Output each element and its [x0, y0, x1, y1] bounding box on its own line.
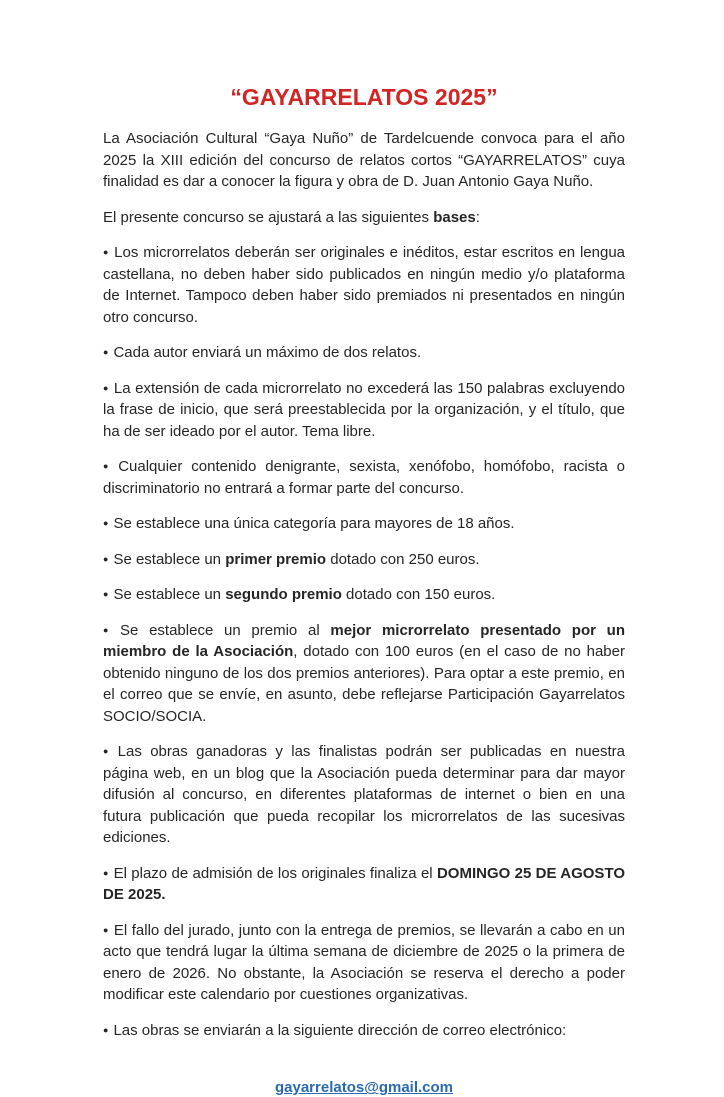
text-segment: Las obras se enviarán a la siguiente dirección de correo electrónico:	[113, 1021, 567, 1039]
text-segment: mejor microrrelato presentado por un miembro de la Asociación	[103, 621, 626, 661]
text-segment: Las obras ganadoras y las finalistas podrán ser publicadas en nuestra página web, en un blog que la Asociación pueda determinar para dar mayor difusión al concurso, en diferentes plataformas de internet o bien en una futura publicación que pueda recopilar los microrrelatos de las sucesivas ediciones.	[103, 743, 626, 847]
bullet-icon: ●	[103, 347, 109, 358]
text-segment: Cada autor enviará un máximo de dos relatos.	[113, 344, 422, 362]
text-segment: DOMINGO 25 DE AGOSTO DE 2025.	[103, 864, 625, 904]
paragraph	[103, 207, 625, 229]
bullet-icon: ●	[103, 247, 110, 258]
bullet-icon: ●	[103, 382, 109, 393]
bullet-paragraph	[103, 920, 625, 1006]
text-segment: Se establece un	[113, 586, 226, 604]
bullet-icon: ●	[103, 553, 109, 564]
bullet-icon: ●	[103, 746, 113, 757]
bullet-paragraph	[103, 456, 625, 499]
bullet-paragraph	[103, 342, 625, 364]
text-segment: primer premio	[225, 550, 327, 568]
text-segment: bases	[433, 208, 476, 226]
text-segment: Se establece un premio al	[120, 621, 331, 639]
text-segment: La Asociación Cultural “Gaya Nuño” de Tardelcuende convoca para el año 2025 la XIII edición del concurso de relatos cortos “GAYARRELATOS” cuya finalidad es dar a conocer la figura y obra de D. Juan Antonio Gaya Nuño.	[103, 130, 625, 191]
text-segment: segundo premio	[225, 586, 342, 604]
document-title: “GAYARRELATOS 2025”	[230, 84, 498, 110]
text-segment: Se establece un	[113, 550, 226, 568]
text-segment: , dotado con 100 euros (en el caso de no haber obtenido ninguno de los dos premios anteriores). Para optar a este premio, en el correo que se envíe, en asunto, debe reflejarse Participación Gayarrelatos SOCIO/SOCIA.	[103, 643, 625, 725]
bullet-paragraph	[103, 741, 625, 849]
text-segment: :	[475, 208, 480, 226]
text-segment: Se establece una única categoría para mayores de 18 años.	[113, 515, 515, 533]
email-row	[103, 1079, 625, 1097]
bullet-paragraph	[103, 863, 625, 906]
bullet-paragraph	[103, 584, 625, 606]
text-segment: Cualquier contenido denigrante, sexista, xenófobo, homófobo, racista o discriminatorio no entrará a formar parte del concurso.	[103, 458, 626, 497]
text-segment: El fallo del jurado, junto con la entrega de premios, se llevarán a cabo en un acto que tendrá lugar la última semana de diciembre de 2025 o la primera de enero de 2026. No obstante, la Asociación se reserva el derecho a poder modificar este calendario por cuestiones organizativas.	[103, 921, 625, 1004]
bullet-icon: ●	[103, 924, 109, 935]
bullet-paragraph	[103, 242, 625, 328]
document-body	[103, 128, 625, 1041]
bullet-icon: ●	[103, 461, 114, 472]
bullet-icon: ●	[103, 589, 109, 600]
bullet-icon: ●	[103, 1024, 109, 1035]
bullet-icon: ●	[103, 624, 115, 635]
text-segment: El plazo de admisión de los originales finaliza el	[113, 864, 437, 882]
email-link[interactable]: gayarrelatos@gmail.com	[274, 1079, 454, 1097]
text-segment: dotado con 250 euros.	[326, 550, 480, 568]
bullet-paragraph	[103, 620, 625, 728]
text-segment: Los microrrelatos deberán ser originales e inéditos, estar escritos en lengua castellana, no deben haber sido publicados en ningún medio y/o plataforma de Internet. Tampoco deben haber sido premiados ni presentados en ningún otro concurso.	[103, 244, 626, 326]
bullet-paragraph	[103, 549, 625, 571]
bullet-paragraph	[103, 513, 625, 535]
bullet-paragraph	[103, 378, 625, 443]
bullet-icon: ●	[103, 867, 109, 878]
text-segment: El presente concurso se ajustará a las siguientes	[103, 208, 434, 226]
text-segment: La extensión de cada microrrelato no excederá las 150 palabras excluyendo la frase de inicio, que será preestablecida por la organización, y el título, que ha de ser ideado por el autor. Tema libre.	[103, 379, 626, 440]
bullet-paragraph	[103, 1020, 625, 1042]
bullet-icon: ●	[103, 518, 109, 529]
text-segment: dotado con 150 euros.	[341, 586, 496, 604]
paragraph	[103, 128, 625, 193]
